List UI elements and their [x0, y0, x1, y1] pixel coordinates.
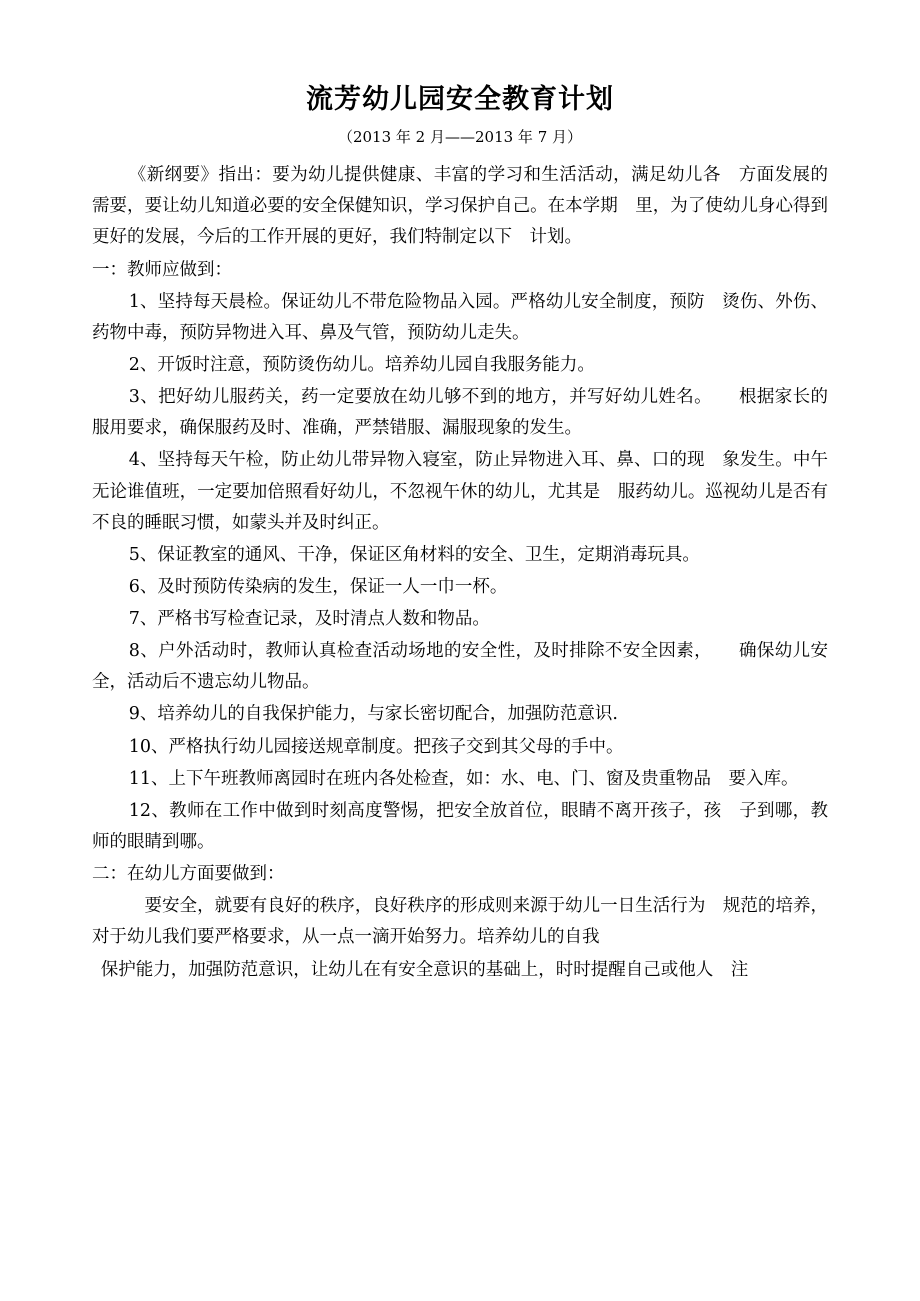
list-item-1: 1、坚持每天晨检。保证幼儿不带危险物品入园。严格幼儿安全制度，预防 烫伤、外伤、药物中毒，预防异物进入耳、鼻及气管，预防幼儿走失。 [92, 291, 828, 343]
list-item-9: 9、培养幼儿的自我保护能力，与家长密切配合，加强防范意识. [128, 704, 618, 725]
list-item-2: 2、开饭时注意，预防烫伤幼儿。培养幼儿园自我服务能力。 [128, 354, 595, 375]
list-item-8: 8、户外活动时，教师认真检查活动场地的安全性，及时排除不安全因素， 确保幼儿安全，活动后不遗忘幼儿物品。 [92, 641, 828, 693]
list-item-7: 7、严格书写检查记录，及时清点人数和物品。 [128, 609, 490, 630]
section-heading-teachers: 一：教师应做到： [92, 259, 232, 280]
paragraph-intro: 《新纲要》指出：要为幼儿提供健康、丰富的学习和生活活动，满足幼儿各 方面发展的需要，要让幼儿知道必要的安全保健知识，学习保护自己。在本学期 里，为了使幼儿身心得到更好的发展，今后的工作开展的更好，我们特制定以下 计划。 [92, 165, 828, 248]
paragraph-children-body-continued: 保护能力，加强防范意识，让幼儿在有安全意识的基础上，时时提醒自己或他人 注 [100, 959, 749, 980]
list-item-4: 4、坚持每天午检，防止幼儿带异物入寝室，防止异物进入耳、鼻、口的现 象发生。中午无论谁值班，一定要加倍照看好幼儿，不忽视午休的幼儿，尤其是 服药幼儿。巡视幼儿是否有不良的睡眠习惯，如蒙头并及时纠正。 [92, 450, 828, 533]
list-item-10: 10、严格执行幼儿园接送规章制度。把孩子交到其父母的手中。 [128, 736, 624, 757]
section-heading-children: 二：在幼儿方面要做到： [92, 864, 285, 885]
list-item-5: 5、保证教室的通风、干净，保证区角材料的安全、卫生，定期消毒玩具。 [128, 544, 700, 565]
page-title: 流芳幼儿园安全教育计划 [306, 84, 614, 115]
document-subtitle: （2013 年 2 月——2013 年 7 月） [337, 128, 583, 147]
list-item-6: 6、及时预防传染病的发生，保证一人一巾一杯。 [128, 576, 508, 597]
document-body [92, 160, 828, 986]
list-item-3: 3、把好幼儿服药关，药一定要放在幼儿够不到的地方，并写好幼儿姓名。 根据家长的服用要求，确保服药及时、准确，严禁错服、漏服现象的发生。 [92, 387, 828, 439]
paragraph-children-body: 要安全，就要有良好的秩序，良好秩序的形成则来源于幼儿一日生活行为 规范的培养，对于幼儿我们要严格要求，从一点一滴开始努力。培养幼儿的自我 [92, 896, 828, 948]
list-item-11: 11、上下午班教师离园时在班内各处检查，如：水、电、门、窗及贵重物品 要入库。 [128, 768, 799, 789]
list-item-12: 12、教师在工作中做到时刻高度警惕，把安全放首位，眼睛不离开孩子，孩 子到哪，教师的眼睛到哪。 [92, 800, 828, 853]
